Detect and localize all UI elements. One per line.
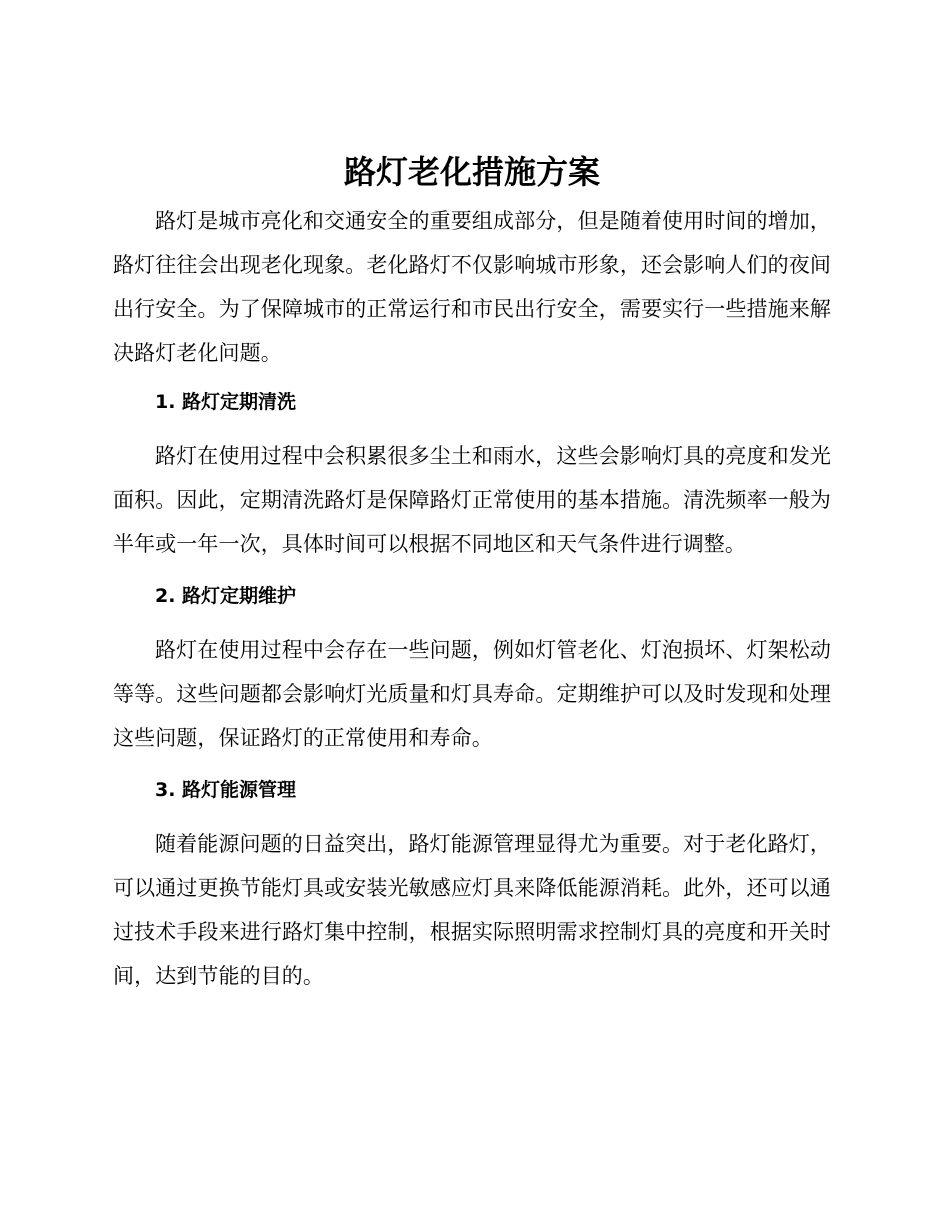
section-heading-maintenance: 2. 路灯定期维护 [155, 585, 297, 607]
intro-paragraph: 路灯是城市亮化和交通安全的重要组成部分，但是随着使用时间的增加，路灯往往会出现老化现象。老化路灯不仅影响城市形象，还会影响人们的夜间出行安全。为了保障城市的正常运行和市民出行安全，需要实行一些措施来解决路灯老化问题。 [113, 209, 831, 365]
document-title: 路灯老化措施方案 [343, 153, 600, 191]
section-body-cleaning: 路灯在使用过程中会积累很多尘土和雨水，这些会影响灯具的亮度和发光面积。因此，定期清洗路灯是保障路灯正常使用的基本措施。清洗频率一般为半年或一年一次，具体时间可以根据不同地区和天气条件进行调整。 [113, 444, 831, 556]
section-heading-energy: 3. 路灯能源管理 [155, 779, 297, 801]
section-body-energy: 随着能源问题的日益突出，路灯能源管理显得尤为重要。对于老化路灯，可以通过更换节能灯具或安装光敏感应灯具来降低能源消耗。此外，还可以通过技术手段来进行路灯集中控制，根据实际照明需求控制灯具的亮度和开关时间，达到节能的目的。 [113, 832, 831, 988]
section-heading-cleaning: 1. 路灯定期清洗 [155, 391, 297, 413]
section-body-maintenance: 路灯在使用过程中会存在一些问题，例如灯管老化、灯泡损坏、灯架松动等等。这些问题都会影响灯光质量和灯具寿命。定期维护可以及时发现和处理这些问题，保证路灯的正常使用和寿命。 [113, 638, 831, 750]
